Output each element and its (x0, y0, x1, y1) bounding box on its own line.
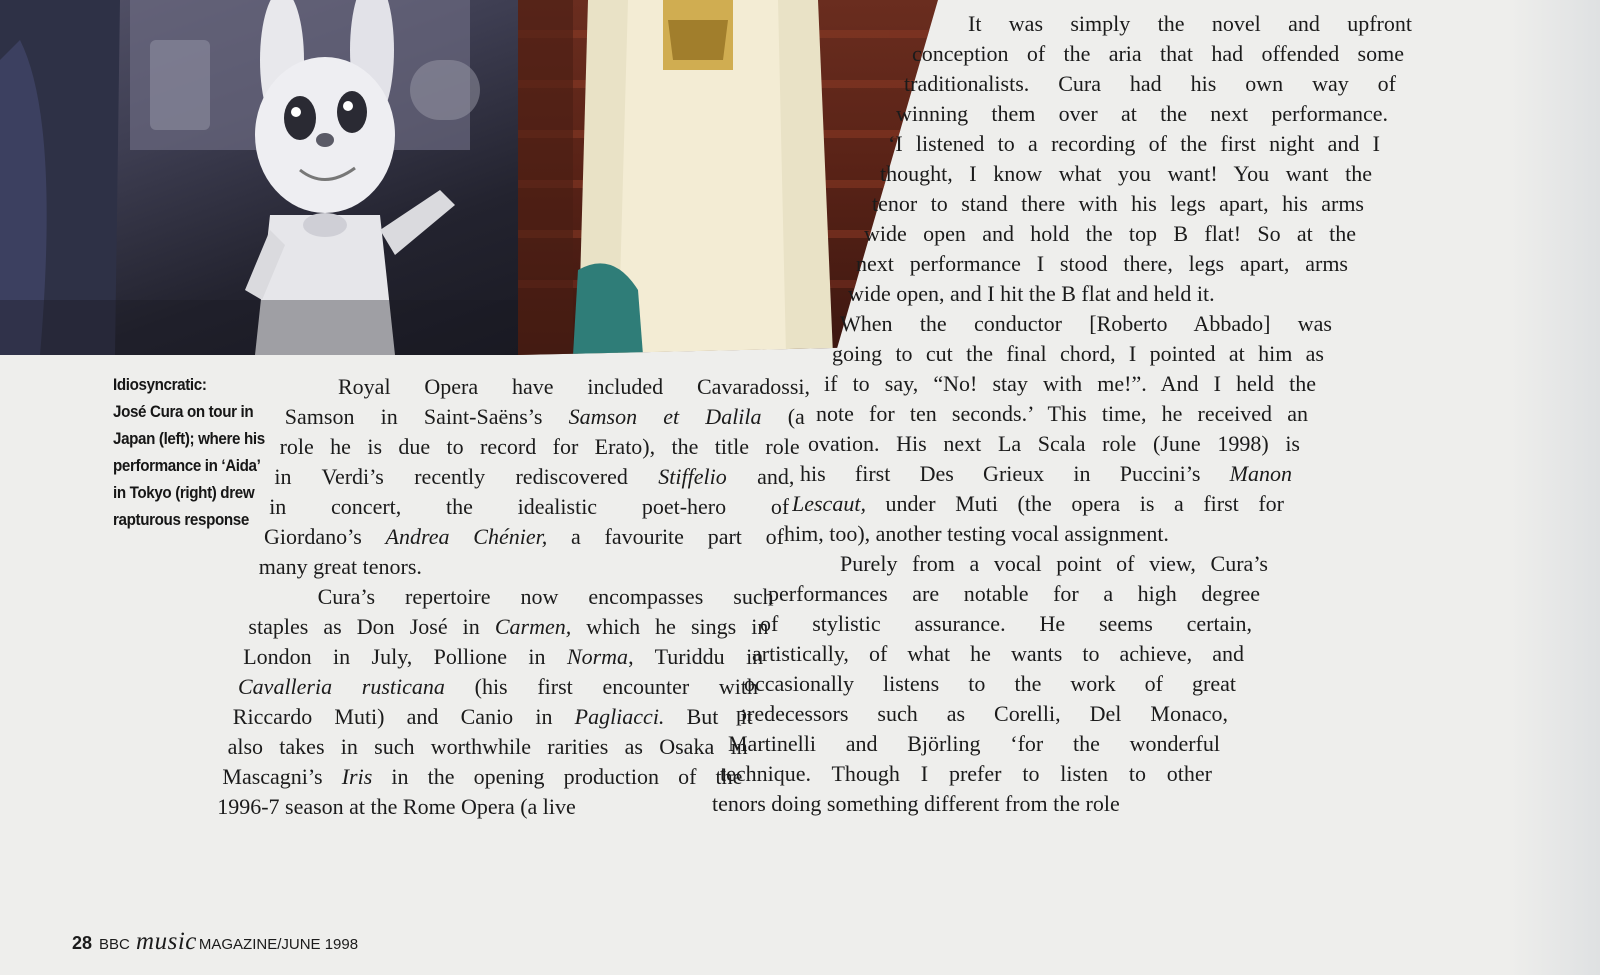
text-line (896, 99, 1388, 129)
text-line (280, 432, 800, 462)
caption-line: Idiosyncratic: (113, 376, 207, 394)
text-run: tenor to stand there with his legs apart, his arms (872, 191, 1364, 216)
text-line (888, 129, 1380, 159)
text-run: Mascagni’s (222, 764, 342, 789)
text-line (808, 429, 1300, 459)
text-run: next performance I stood there, legs apart, arms (856, 251, 1348, 276)
text-line (864, 219, 1356, 249)
caption-line: in Tokyo (right) drew (113, 484, 255, 502)
text-run: Royal Opera have included Cavaradossi, (338, 374, 810, 399)
text-run: Riccardo Muti) and Canio in (232, 704, 575, 729)
text-run: predecessors such as Corelli, Del Monaco, (736, 701, 1228, 726)
text-run: artistically, of what he wants to achieve, and (752, 641, 1244, 666)
caption-line: Japan (left); where his (113, 430, 265, 448)
text-run: thought, I know what you want! You want the (880, 161, 1372, 186)
page-number: 28 (72, 933, 93, 953)
text-run: (a (761, 404, 805, 429)
text-line (880, 159, 1372, 189)
text-line (712, 789, 1120, 819)
text-line (792, 489, 1284, 519)
italic-title: Pagliacci. (574, 704, 665, 729)
text-run: in Verdi’s recently rediscovered (274, 464, 659, 489)
text-run: wide open, and I hit the B flat and held it. (848, 281, 1215, 306)
text-line (800, 459, 1292, 489)
text-run: role he is due to record for Erato), the title role (279, 434, 800, 459)
text-run: But it (664, 704, 753, 729)
text-run: , Turiddu in (628, 644, 764, 669)
brand-issue: MAGAZINE/JUNE 1998 (198, 936, 359, 953)
text-run: and, (726, 464, 795, 489)
text-line (904, 69, 1396, 99)
italic-title: Iris (341, 764, 373, 789)
text-run: Samson in Saint-Saëns’s (284, 404, 569, 429)
text-run: London in July, Pollione in (243, 644, 567, 669)
text-run: occasionally listens to the work of great (744, 671, 1236, 696)
text-line (338, 372, 810, 402)
text-line (832, 339, 1324, 369)
text-run: Giordano’s (264, 524, 386, 549)
text-run: going to cut the final chord, I pointed at him as (832, 341, 1324, 366)
text-line (285, 402, 805, 432)
text-run: in concert, the idealistic poet-hero of (269, 494, 790, 519)
text-line (760, 609, 1252, 639)
text-run: note for ten seconds.’ This time, he received an (816, 401, 1308, 426)
italic-title: Lescaut, (792, 491, 866, 516)
text-run: a favourite part of (547, 524, 784, 549)
text-run: under Muti (the opera is a first for (865, 491, 1284, 516)
text-run: him, too), another testing vocal assignment. (784, 521, 1169, 546)
text-run: wide open and hold the top B flat! So at the (864, 221, 1356, 246)
brand-bbc: BBC (99, 936, 130, 953)
italic-title: Carmen, (494, 614, 572, 639)
text-run: his first Des Grieux in Puccini’s (800, 461, 1230, 486)
italic-title: Andrea Chénier, (385, 524, 548, 549)
text-run: ‘I listened to a recording of the first night and I (888, 131, 1380, 156)
text-line (222, 762, 742, 792)
text-line (824, 369, 1316, 399)
text-line (217, 792, 576, 822)
text-line (784, 519, 1169, 549)
text-run: also takes in such worthwhile rarities as Osaka in (227, 734, 748, 759)
text-line (856, 249, 1348, 279)
text-line (816, 399, 1308, 429)
text-run: staples as Don José in (248, 614, 495, 639)
text-run: performances are notable for a high degree (768, 581, 1260, 606)
text-line (872, 189, 1364, 219)
caption-line: José Cura on tour in (113, 403, 254, 421)
text-line (768, 579, 1260, 609)
text-run: When the conductor [Roberto Abbado] was (840, 311, 1332, 336)
text-run: winning them over at the next performance. (896, 101, 1388, 126)
text-line (848, 279, 1215, 309)
text-run: many great tenors. (258, 554, 422, 579)
italic-title: Stiffelio (658, 464, 727, 489)
text-run: (his first encounter with (444, 674, 758, 699)
caption-line: performance in ‘Aida’ (113, 457, 261, 475)
italic-title: Samson et Dalila (568, 404, 762, 429)
text-line (233, 702, 753, 732)
text-line (248, 612, 768, 642)
text-run: which he sings in (571, 614, 769, 639)
page-footer (72, 928, 358, 956)
text-line (744, 669, 1236, 699)
text-line (269, 492, 789, 522)
text-run: technique. Though I prefer to listen to other (720, 761, 1212, 786)
text-run: conception of the aria that had offended some (912, 41, 1404, 66)
text-line (274, 462, 794, 492)
text-line (968, 9, 1412, 39)
text-line (720, 759, 1212, 789)
text-line (264, 522, 784, 552)
text-run: It was simply the novel and upfront (968, 11, 1412, 36)
text-line (728, 729, 1220, 759)
text-line (259, 552, 422, 582)
photo-caption (113, 372, 283, 534)
text-run: traditionalists. Cura had his own way of (904, 71, 1396, 96)
text-run: if to say, “No! stay with me!”. And I held the (824, 371, 1316, 396)
brand-music: music (136, 928, 197, 955)
text-line (318, 582, 774, 612)
caption-line: rapturous response (113, 511, 249, 529)
text-run: Purely from a vocal point of view, Cura’s (840, 551, 1268, 576)
text-run: Cura’s repertoire now encompasses such (317, 584, 774, 609)
text-run: of stylistic assurance. He seems certain, (760, 611, 1252, 636)
text-line (228, 732, 748, 762)
text-line (840, 549, 1268, 579)
text-line (840, 309, 1332, 339)
text-line (752, 639, 1244, 669)
italic-title: Manon (1229, 461, 1292, 486)
italic-title: Cavalleria rusticana (238, 674, 445, 699)
text-line (243, 642, 763, 672)
page-edge-shade (1510, 0, 1600, 975)
text-line (912, 39, 1404, 69)
text-line (736, 699, 1228, 729)
text-run: Martinelli and Björling ‘for the wonderful (728, 731, 1220, 756)
text-run: in the opening production of the (372, 764, 743, 789)
text-run: tenors doing something different from the role (712, 791, 1120, 816)
photo-japan-tour (0, 0, 518, 355)
text-run: 1996-7 season at the Rome Opera (a live (217, 794, 576, 819)
text-run: ovation. His next La Scala role (June 1998) is (808, 431, 1300, 456)
text-line (238, 672, 758, 702)
italic-title: Norma (566, 644, 629, 669)
